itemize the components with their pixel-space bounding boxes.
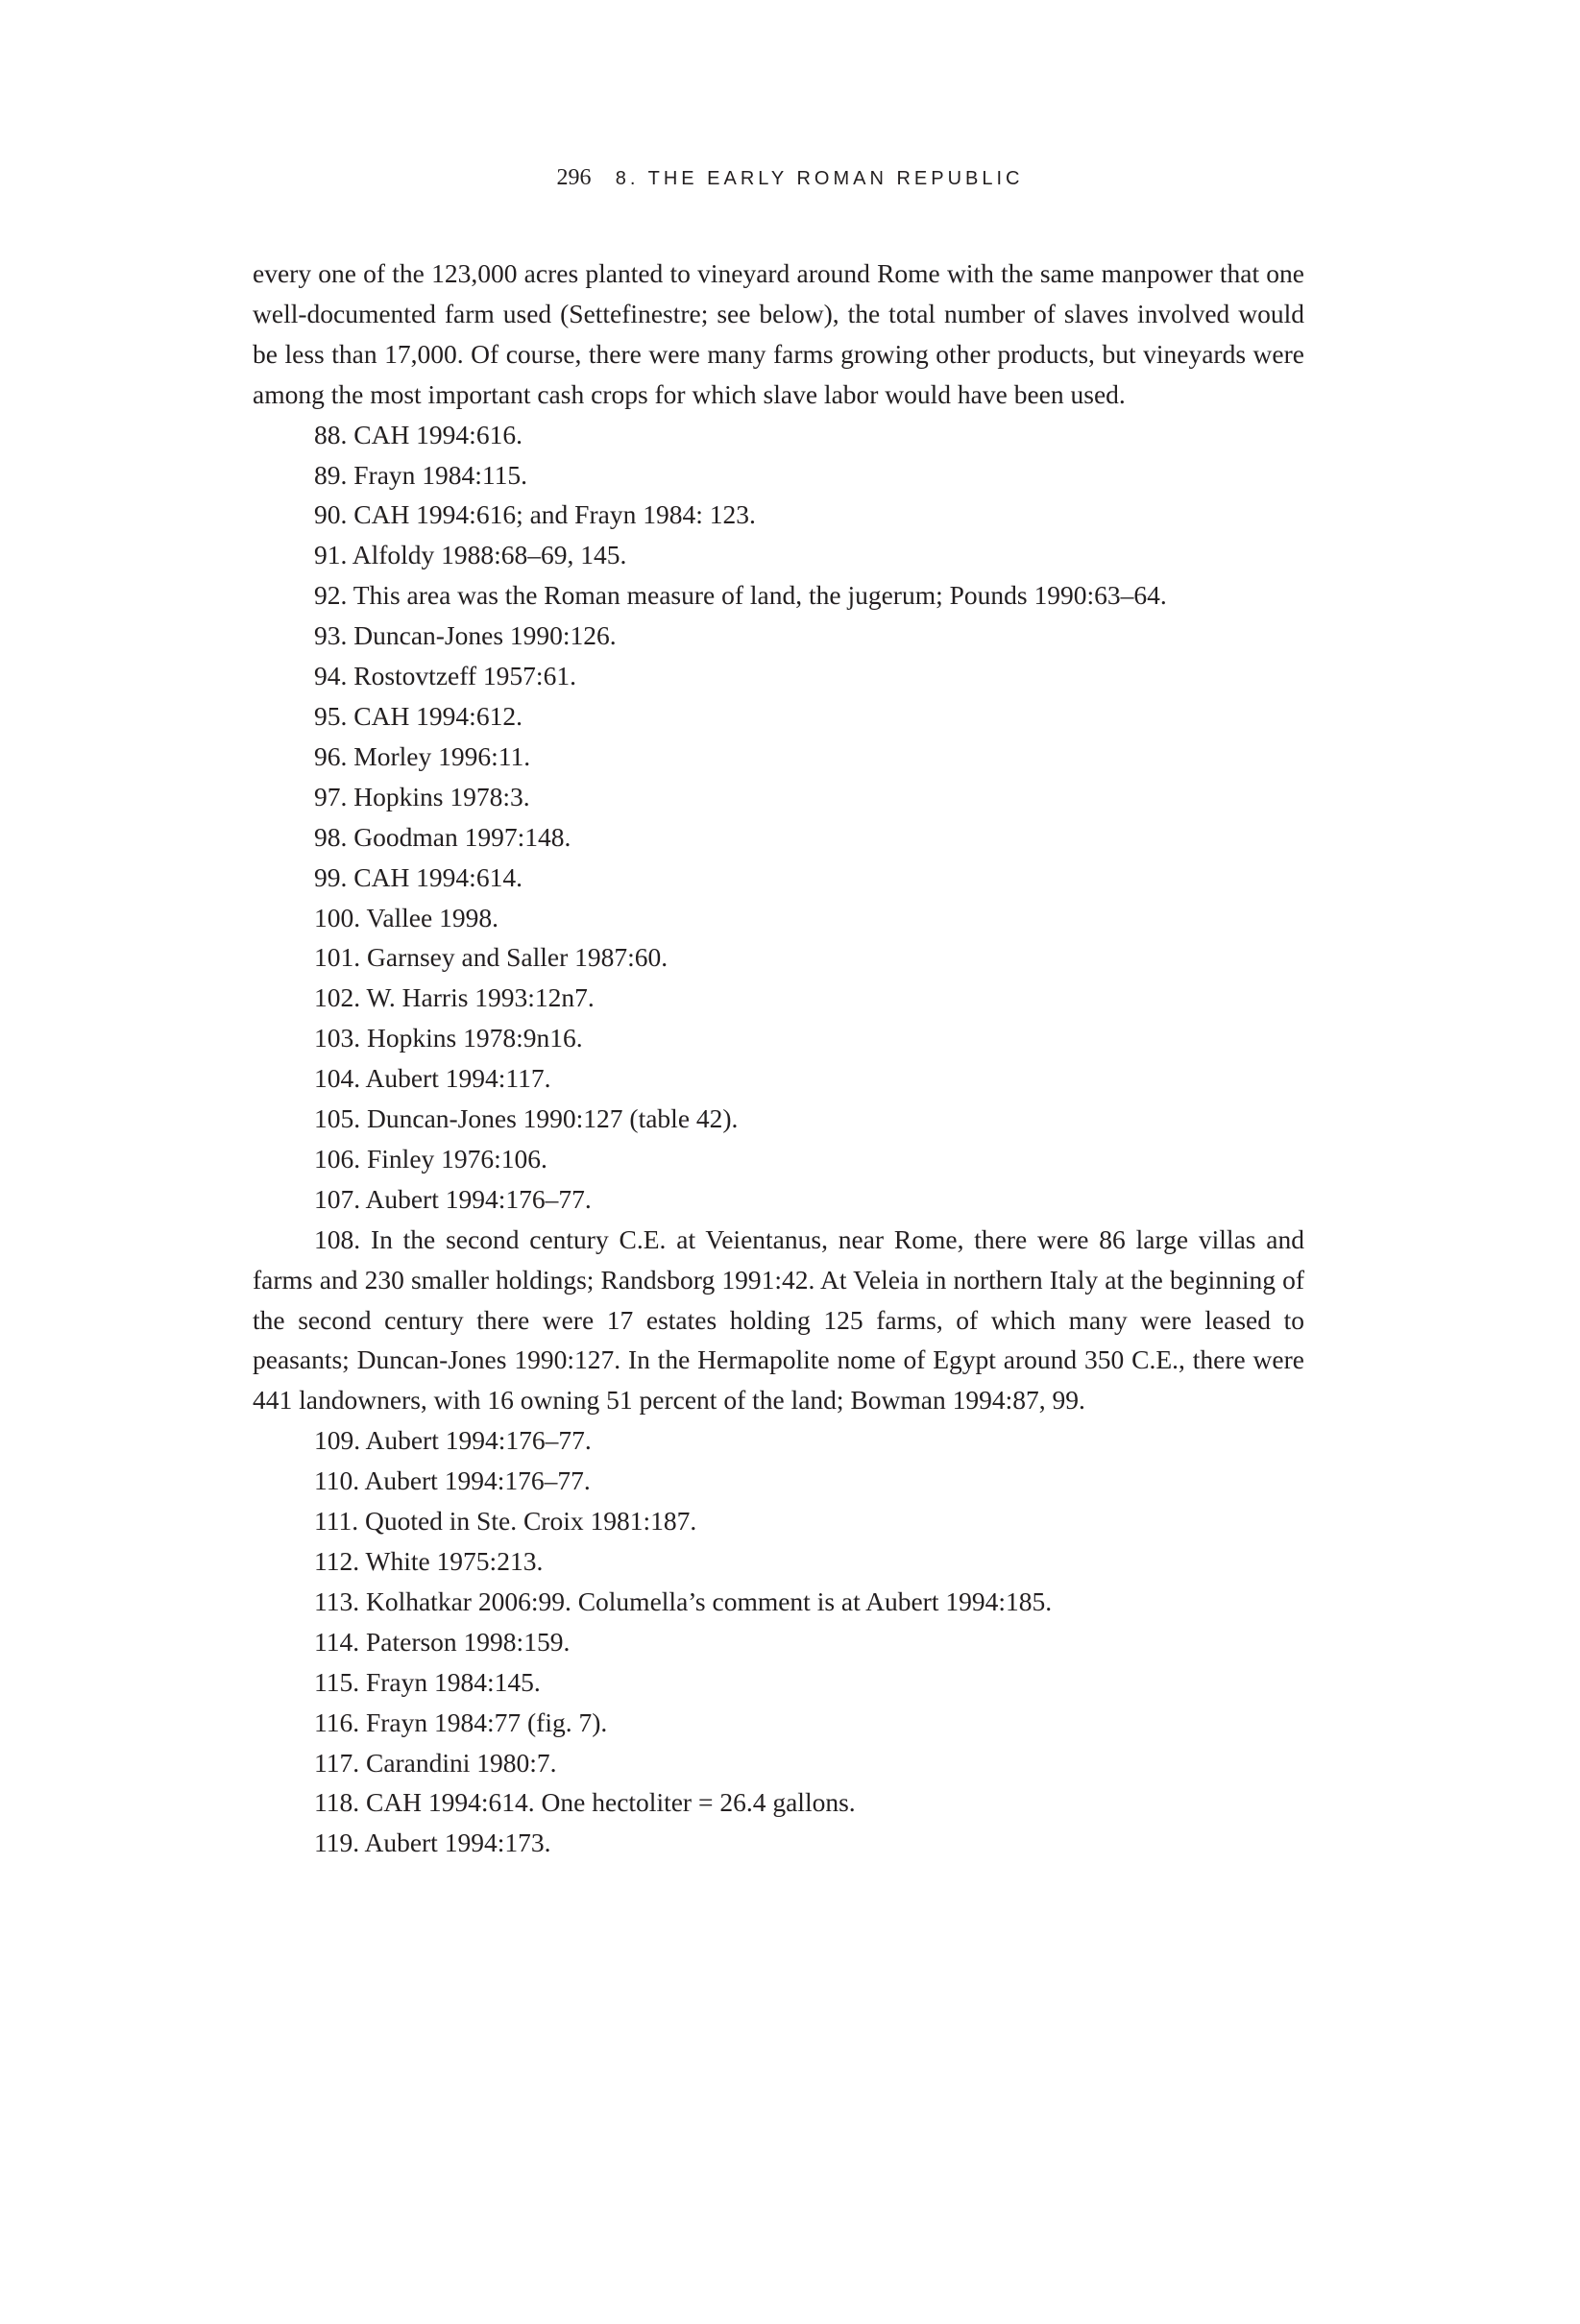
continued-paragraph: every one of the 123,000 acres planted to vineyard around Rome with the same manpower that one well-documented farm used (Settefinestre; see below), the total number of slaves involved would be less than 17,000. Of course, there were many farms growing other products, but vineyards were among the most important cash crops for which slave labor would have been used. — [253, 258, 1304, 409]
page-body — [253, 254, 1304, 1863]
endnote: 102. W. Harris 1993:12n7. — [314, 982, 595, 1013]
endnote: 101. Garnsey and Saller 1987:60. — [314, 942, 668, 973]
endnote: 96. Morley 1996:11. — [314, 740, 531, 771]
endnote: 111. Quoted in Ste. Croix 1981:187. — [314, 1506, 697, 1537]
endnote: 94. Rostovtzeff 1957:61. — [314, 661, 576, 691]
running-title: 8. THE EARLY ROMAN REPUBLIC — [615, 168, 1024, 189]
running-header — [0, 165, 1580, 191]
endnote: 88. CAH 1994:616. — [314, 419, 523, 449]
endnote: 106. Finley 1976:106. — [314, 1143, 547, 1174]
endnote: 108. In the second century C.E. at Veientanus, near Rome, there were 86 large villas and farms and 230 smaller holdings; Randsborg 1991:42. At Veleia in northern Italy at the beginning of the second century there were 17 estates holding 125 farms, of which many were leased to peasants; Duncan-Jones 1990:127. In the Hermapolite nome of Egypt around 350 C.E., there were 441 landowners, with 16 owning 51 percent of the land; Bowman 1994:87, 99. — [253, 1223, 1304, 1416]
endnote: 113. Kolhatkar 2006:99. Columella’s comment is at Aubert 1994:185. — [314, 1586, 1053, 1616]
endnote: 118. CAH 1994:614. One hectoliter = 26.4 gallons. — [314, 1787, 856, 1818]
endnote: 95. CAH 1994:612. — [314, 700, 523, 731]
endnote: 99. CAH 1994:614. — [314, 861, 523, 892]
endnote: 93. Duncan-Jones 1990:126. — [314, 620, 617, 651]
endnote: 107. Aubert 1994:176–77. — [314, 1183, 592, 1214]
endnote: 91. Alfoldy 1988:68–69, 145. — [314, 540, 627, 570]
endnote: 105. Duncan-Jones 1990:127 (table 42). — [314, 1103, 739, 1134]
endnote: 117. Carandini 1980:7. — [314, 1747, 557, 1778]
endnote: 110. Aubert 1994:176–77. — [314, 1465, 591, 1496]
endnote: 119. Aubert 1994:173. — [314, 1828, 551, 1858]
endnote: 89. Frayn 1984:115. — [314, 459, 528, 490]
endnote: 97. Hopkins 1978:3. — [314, 781, 530, 811]
endnotes-list — [253, 415, 1304, 1864]
endnote: 98. Goodman 1997:148. — [314, 821, 571, 852]
endnote: 115. Frayn 1984:145. — [314, 1666, 541, 1697]
endnote: 116. Frayn 1984:77 (fig. 7). — [314, 1707, 608, 1737]
endnote: 92. This area was the Roman measure of land, the jugerum; Pounds 1990:63–64. — [314, 580, 1167, 611]
endnote: 90. CAH 1994:616; and Frayn 1984: 123. — [314, 499, 756, 530]
endnote: 103. Hopkins 1978:9n16. — [314, 1023, 583, 1053]
endnote: 104. Aubert 1994:117. — [314, 1063, 551, 1094]
endnote: 109. Aubert 1994:176–77. — [314, 1425, 592, 1456]
page-number: 296 — [556, 165, 592, 190]
endnote: 100. Vallee 1998. — [314, 902, 498, 932]
endnote: 114. Paterson 1998:159. — [314, 1626, 571, 1657]
endnote: 112. White 1975:213. — [314, 1546, 544, 1576]
